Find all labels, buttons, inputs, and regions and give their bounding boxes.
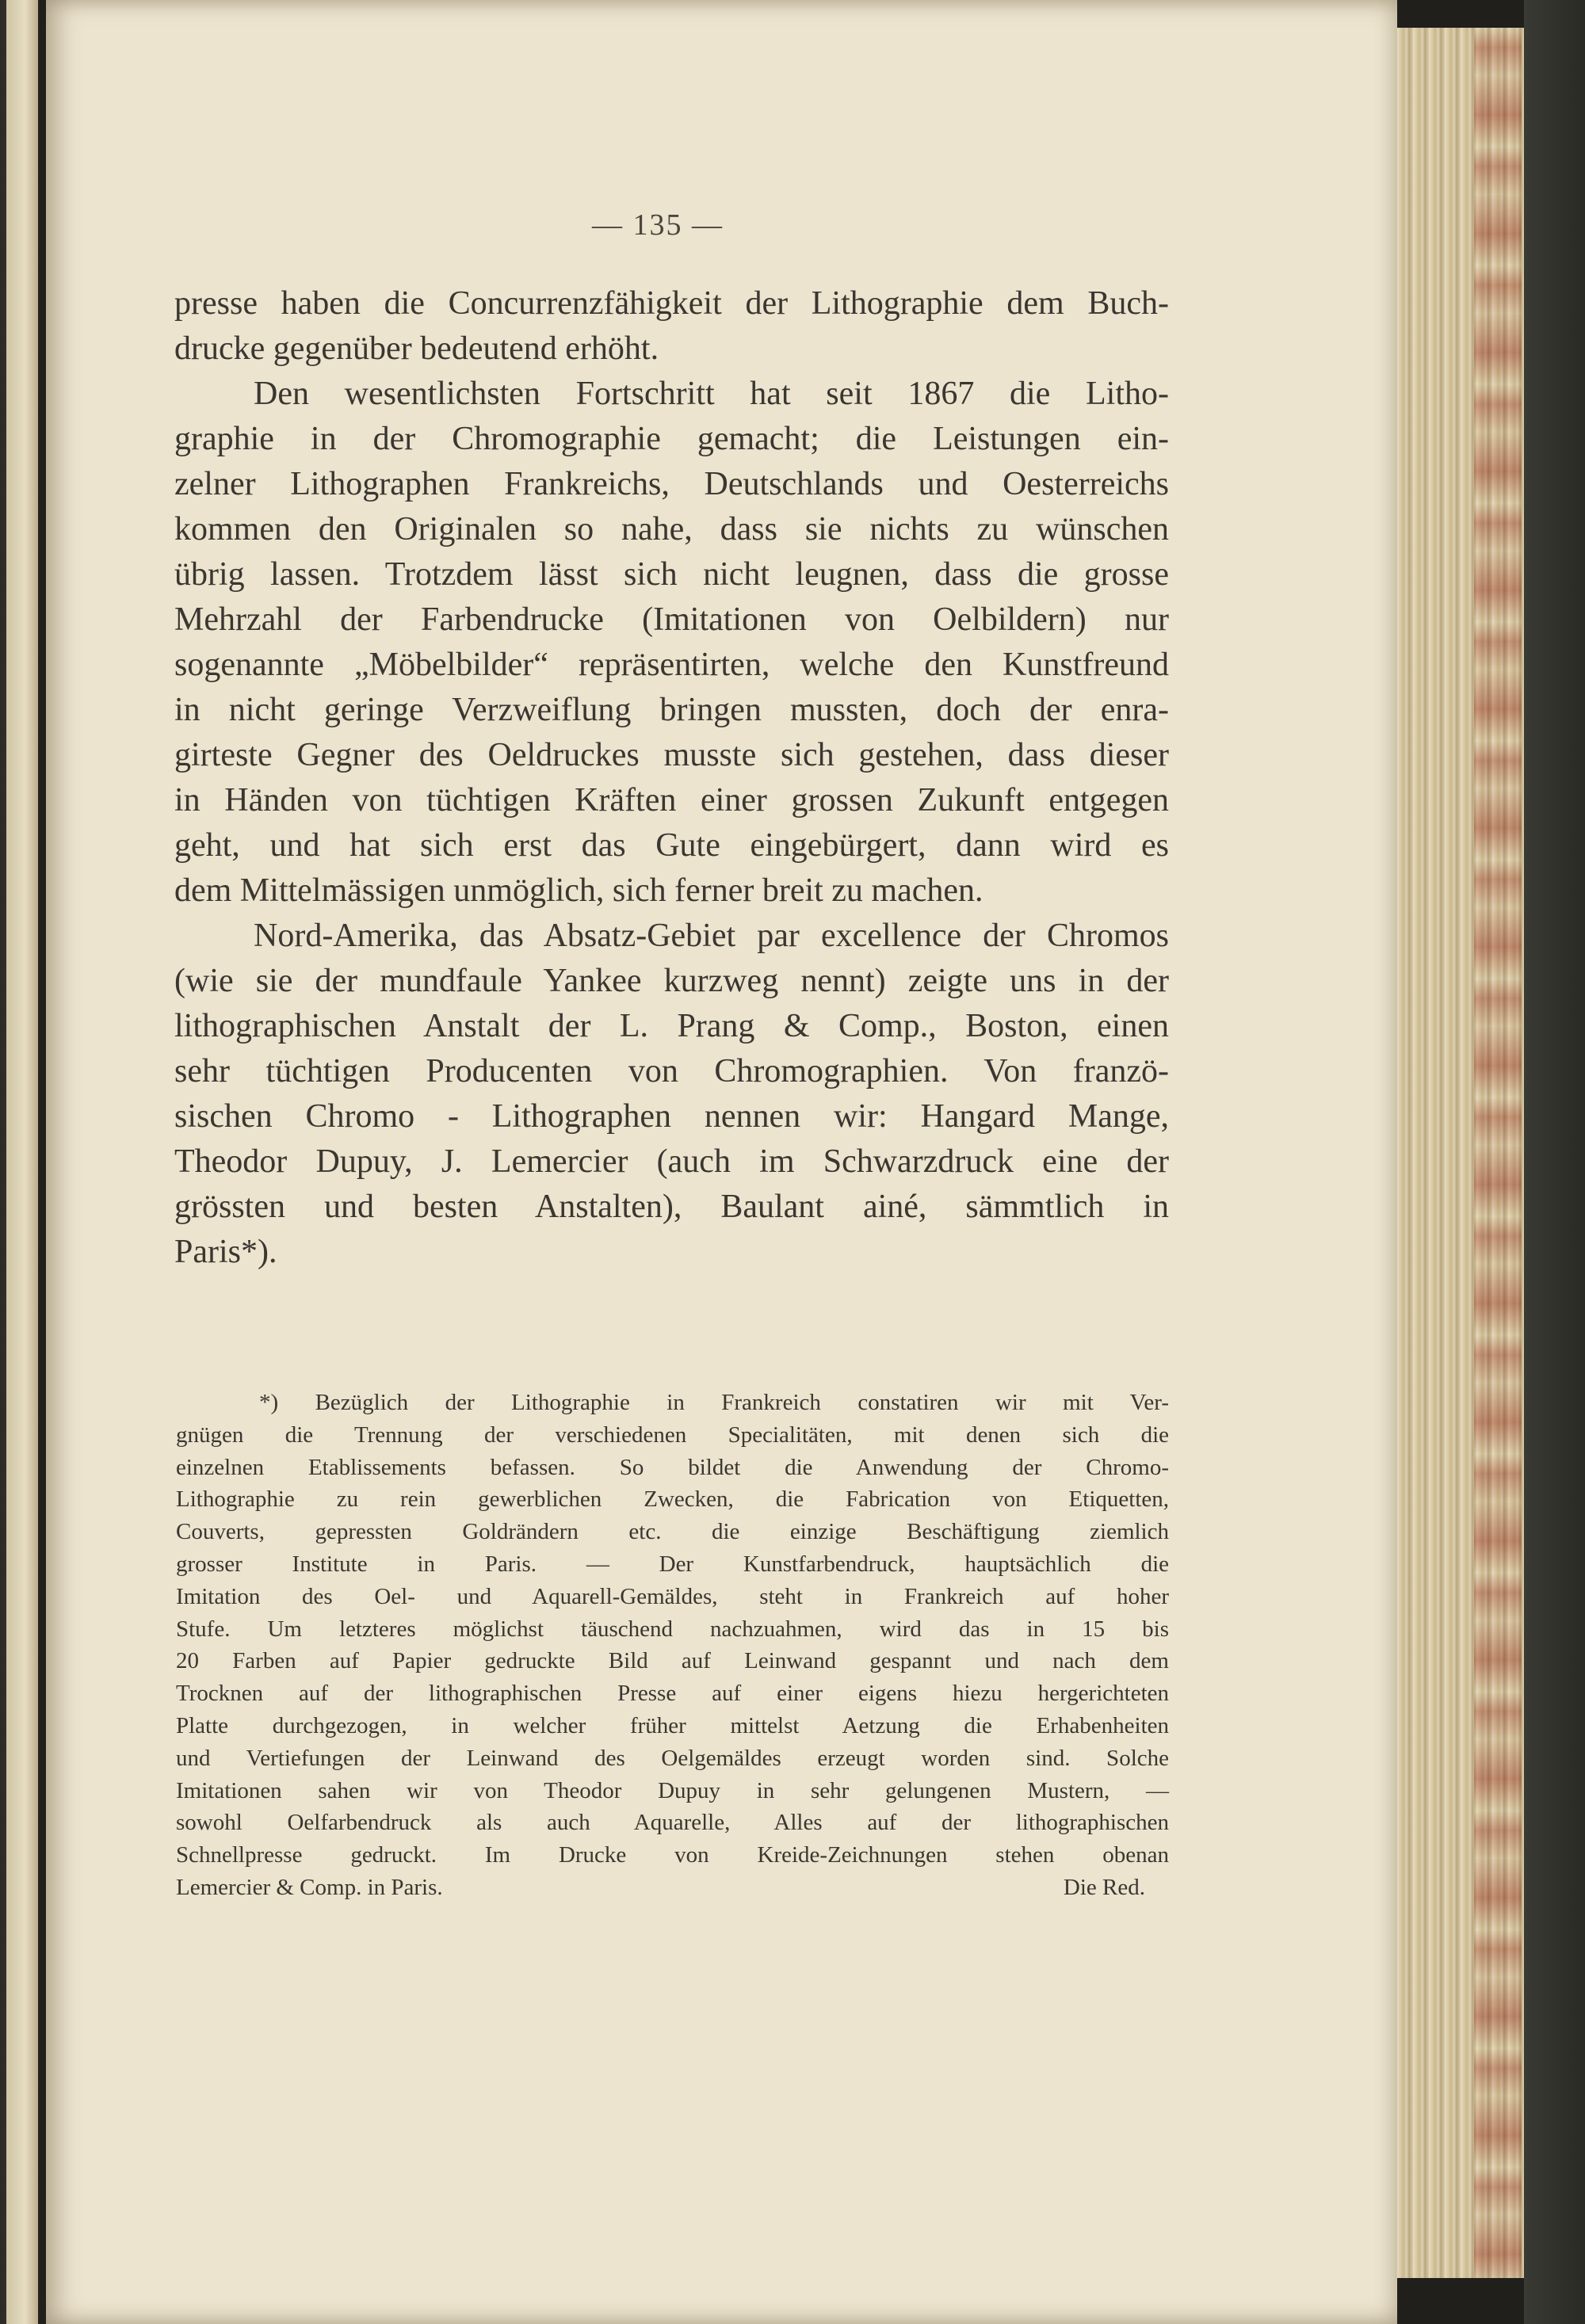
footnote [176, 1387, 1169, 1904]
text-line: graphie in der Chromographie gemacht; die Leistungen ein- [174, 421, 1169, 457]
footnote-line: Stufe. Um letzteres möglichst täuschend nachzuahmen, wird das in 15 bis [176, 1616, 1169, 1642]
text-line: (wie sie der mundfaule Yankee kurzweg nennt) zeigte uns in der [174, 963, 1169, 999]
page-number: — 135 — [592, 208, 724, 242]
footnote-signature: Die Red. [1063, 1874, 1145, 1900]
text-line: sogenannte „Möbelbilder“ repräsentirten, welche den Kunstfreund [174, 647, 1169, 683]
footnote-line: Trocknen auf der lithographischen Presse auf einer eigens hiezu hergerichteten [176, 1681, 1169, 1707]
text-line: kommen den Originalen so nahe, dass sie nichts zu wünschen [174, 511, 1169, 548]
text-line: drucke gegenüber bedeutend erhöht. [174, 330, 659, 367]
text-line: Nord-Amerika, das Absatz-Gebiet par excellence der Chromos [254, 918, 1169, 954]
text-line: presse haben die Concurrenzfähigkeit der Lithographie dem Buch- [174, 285, 1169, 322]
text-line: grössten und besten Anstalten), Baulant ainé, sämmtlich in [174, 1189, 1169, 1225]
footnote-line: 20 Farben auf Papier gedruckte Bild auf Leinwand gespannt und nach dem [176, 1648, 1169, 1674]
left-page-edge [6, 0, 38, 2324]
text-line: dem Mittelmässigen unmöglich, sich ferner breit zu machen. [174, 872, 983, 909]
text-line: Mehrzahl der Farbendrucke (Imitationen von Oelbildern) nur [174, 601, 1169, 638]
footnote-line: Platte durchgezogen, in welcher früher mittelst Aetzung die Erhabenheiten [176, 1712, 1169, 1738]
text-line: übrig lassen. Trotzdem lässt sich nicht leugnen, dass die grosse [174, 556, 1169, 593]
page-block-red-stain [1474, 28, 1522, 2278]
text-line: Paris*). [174, 1234, 277, 1270]
footnote-line: *) Bezüglich der Lithographie in Frankreich constatiren wir mit Ver- [259, 1390, 1169, 1415]
text-line: Den wesentlichsten Fortschritt hat seit 1867 die Litho- [254, 376, 1169, 412]
footnote-line: Schnellpresse gedruckt. Im Drucke von Kreide-Zeichnungen stehen obenan [176, 1842, 1169, 1868]
text-line: girteste Gegner des Oeldruckes musste sich gestehen, dass dieser [174, 737, 1169, 773]
footnote-line: und Vertiefungen der Leinwand des Oelgemäldes erzeugt worden sind. Solche [176, 1745, 1169, 1771]
footnote-line: Imitation des Oel- und Aquarell-Gemäldes, steht in Frankreich auf hoher [176, 1583, 1169, 1609]
footnote-line: grosser Institute in Paris. — Der Kunstfarbendruck, hauptsächlich die [176, 1551, 1169, 1577]
text-line: lithographischen Anstalt der L. Prang & Comp., Boston, einen [174, 1008, 1169, 1044]
text-line: geht, und hat sich erst das Gute eingebürgert, dann wird es [174, 827, 1169, 864]
text-line: in nicht geringe Verzweiflung bringen mussten, doch der enra- [174, 692, 1169, 728]
footnote-line: Couverts, gepressten Goldrändern etc. die einzige Beschäftigung ziemlich [176, 1519, 1169, 1545]
text-line: sischen Chromo - Lithographen nennen wir: Hangard Mange, [174, 1098, 1169, 1135]
footnote-line: Imitationen sahen wir von Theodor Dupuy in sehr gelungenen Mustern, — [176, 1777, 1169, 1803]
main-text [174, 281, 1169, 1275]
footnote-line: sowohl Oelfarbendruck als auch Aquarelle, Alles auf der lithographischen [176, 1810, 1169, 1836]
footnote-line: Lithographie zu rein gewerblichen Zwecken, die Fabrication von Etiquetten, [176, 1486, 1169, 1513]
text-line: Theodor Dupuy, J. Lemercier (auch im Schwarzdruck eine der [174, 1143, 1169, 1180]
cover-right [1524, 0, 1585, 2324]
footnote-last-line [176, 1872, 1169, 1904]
footnote-line: einzelnen Etablissements befassen. So bildet die Anwendung der Chromo- [176, 1454, 1169, 1480]
text-line: in Händen von tüchtigen Kräften einer grossen Zukunft entgegen [174, 782, 1169, 819]
footnote-line: Lemercier & Comp. in Paris. [176, 1874, 443, 1900]
text-line: sehr tüchtigen Producenten von Chromographien. Von franzö- [174, 1053, 1169, 1089]
text-line: zelner Lithographen Frankreichs, Deutschlands und Oesterreichs [174, 466, 1169, 502]
footnote-line: gnügen die Trennung der verschiedenen Specialitäten, mit denen sich die [176, 1421, 1169, 1448]
